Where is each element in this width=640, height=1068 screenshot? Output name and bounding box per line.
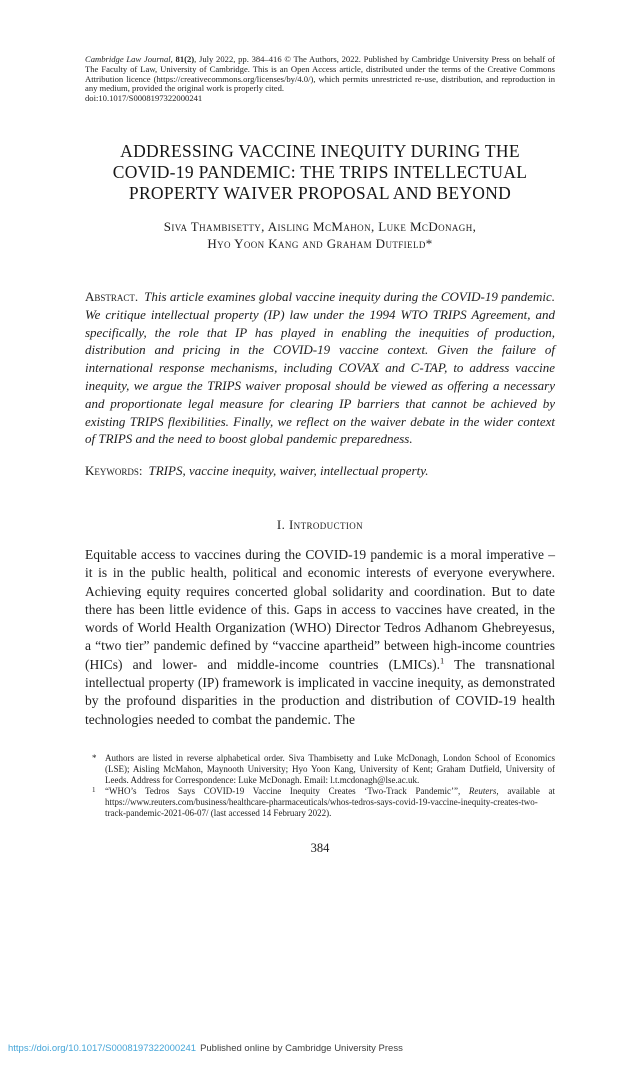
author-line: Hyo Yoon Kang and Graham Dutfield* xyxy=(207,235,433,251)
footnote-text: “WHO’s Tedros Says COVID-19 Vaccine Inequity Creates ‘Two-Track Pandemic’”, xyxy=(105,785,469,796)
footer xyxy=(8,1043,403,1054)
article-title-line: COVID-19 PANDEMIC: THE TRIPS INTELLECTUAL xyxy=(112,161,528,182)
footnote-asterisk xyxy=(85,753,555,786)
footnote-text: , available at https://www.reuters.com/business/healthcare-pharmaceuticals/whos-tedros-says-covid-19-vaccine-inequity-creates-two-track-pandemic-2021-06-07/ (last accessed 14 February 2022). xyxy=(105,785,555,818)
footnote-1 xyxy=(85,786,555,819)
keywords xyxy=(85,462,555,480)
footnote-marker: * xyxy=(92,752,97,763)
article-title-line: ADDRESSING VACCINE INEQUITY DURING THE xyxy=(120,140,520,161)
imprint-text: , July 2022, pp. 384–416 © The Authors, 2022. Published by Cambridge University Press on behalf of The Faculty of Law, University of Cambridge. This is an Open Access article, distributed under the terms of the Creative Commons Attribution licence (https://creativecommons.org/licenses/by/4.0/), which permits unrestricted re-use, distribution, and reproduction in any medium, provided the original work is properly cited. xyxy=(85,54,556,94)
intro-text: The transnational intellectual property (IP) framework is implicated in vaccine inequity, as demonstrated by the profound disparities in the production and distribution of COVID-19 health technologies needed to combat the pandemic. The xyxy=(85,656,555,727)
footnote-source-name: Reuters xyxy=(468,785,497,796)
journal-page xyxy=(0,55,640,1068)
footer-doi-link[interactable]: https://doi.org/10.1017/S0008197322000241 xyxy=(8,1043,197,1054)
footnote-text: Authors are listed in reverse alphabetical order. Siva Thambisetty and Luke McDonagh, London School of Economics (LSE); Aisling McMahon, Maynooth University; Hyo Yoon Kang, University of Kent; Graham Dutfield, University of Leeds. Address for Correspondence: Luke McDonagh. Email: l.t.mcdonagh@lse.ac.uk. xyxy=(105,752,555,785)
abstract-label: Abstract. xyxy=(85,288,139,304)
section-heading-introduction: I. Introduction xyxy=(276,516,364,532)
footer-publisher-note: Published online by Cambridge University Press xyxy=(200,1043,403,1054)
intro-text: Equitable access to vaccines during the COVID-19 pandemic is a moral imperative – it is in the public health, political and economic interests of everyone everywhere. Achieving equity requires concerted global solidarity and coordination. But to date there has been little evidence of this. Gaps in access to vaccines have created, in the words of World Health Organization (WHO) Director Tedros Adhanom Ghebreyesus, a “two tier” pandemic defined by “vaccine apartheid” between high-income countries (HICs) and lower- and middle-income countries (LMICs). xyxy=(85,546,555,672)
author-list xyxy=(85,218,555,252)
keywords-label: Keywords: xyxy=(85,463,143,479)
doi-line: doi:10.1017/S0008197322000241 xyxy=(85,93,203,104)
article-title-line: PROPERTY WAIVER PROPOSAL AND BEYOND xyxy=(128,182,512,203)
page-number: 384 xyxy=(310,840,330,855)
journal-imprint xyxy=(85,55,555,104)
footnote-marker: 1 xyxy=(92,785,96,794)
article-title xyxy=(85,141,555,204)
footnotes xyxy=(85,753,555,819)
intro-paragraph xyxy=(85,546,555,729)
volume-issue: 81(2) xyxy=(175,54,195,64)
imprint-separator: , xyxy=(170,54,176,64)
keywords-text: TRIPS, vaccine inequity, waiver, intellectual property. xyxy=(148,463,429,479)
author-line: Siva Thambisetty, Aisling McMahon, Luke McDonagh, xyxy=(163,218,477,234)
abstract xyxy=(85,288,555,448)
journal-name: Cambridge Law Journal xyxy=(85,54,171,64)
footnote-reference-1: 1 xyxy=(439,655,445,666)
abstract-text: This article examines global vaccine inequity during the COVID-19 pandemic. We critique intellectual property (IP) law under the 1994 WTO TRIPS Agreement, and specifically, the role that IP has played in enabling the inequities of production, distribution and pricing in the COVID-19 vaccine context. Given the failure of international response mechanisms, including COVAX and C-TAP, to address vaccine inequity, we argue the TRIPS waiver proposal should be viewed as offering a necessary and proportionate legal measure for clearing IP barriers that cannot be achieved by existing TRIPS flexibilities. Finally, we reflect on the waiver debate in the wider context of TRIPS and the need to boost global pandemic preparedness. xyxy=(85,288,555,447)
